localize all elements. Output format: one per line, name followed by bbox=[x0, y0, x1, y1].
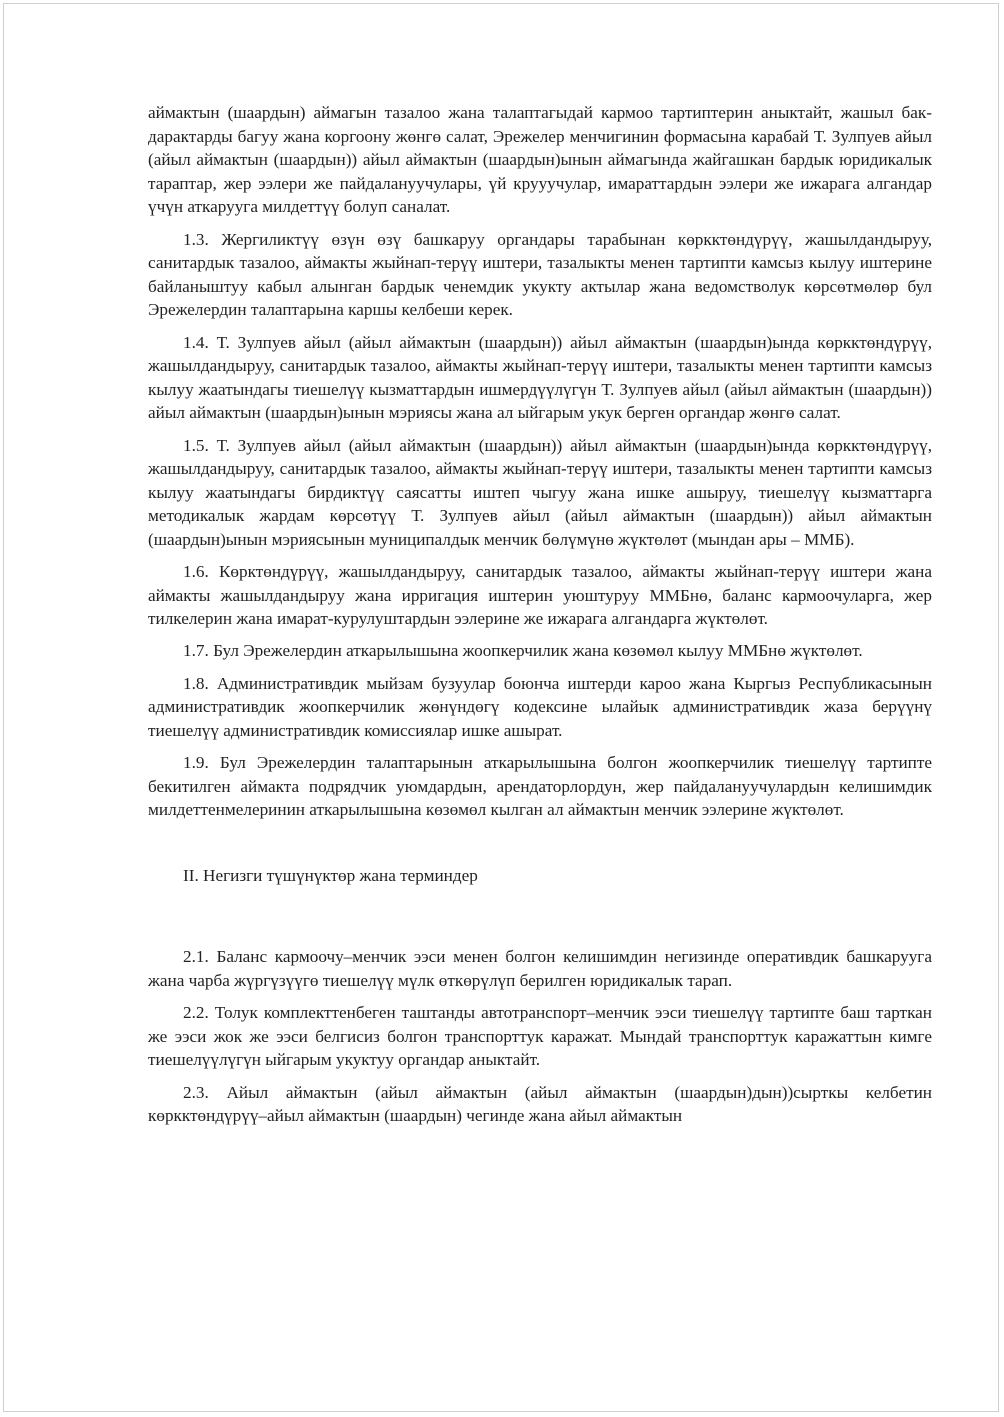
paragraph-1-8: 1.8. Административдик мыйзам бузуулар боюнча иштерди кароо жана Кыргыз Республикасынын административдик жоопкерчилик жөнүндөгү кодексине ылайык административдик жаза берүүнү тиешелүү административдик комиссиялар ишке ашырат. bbox=[148, 673, 932, 740]
document-body bbox=[148, 101, 932, 1136]
paragraph-1-6: 1.6. Көрктөндүрүү, жашылдандыруу, санитардык тазалоо, аймакты жыйнап-терүү иштери жана аймакты жашылдандыруу жана ирригация иштерин уюштуруу ММБнө, баланс кармоочуларга, жер тилкелерин жана имарат-курулуштардын ээлерине же ижарага алгандарга жүктөлөт. bbox=[148, 562, 932, 629]
paragraph-1-4: 1.4. Т. Зулпуев айыл (айыл аймактын (шаардын)) айыл аймактын (шаардын)ында көркктөндүрүү, жашылдандыруу, санитардык тазалоо, аймакты жыйнап-терүү иштери, тазалыкты менен тартипти камсыз кылуу жаатындагы тиешелүү кызматтардын ишмердүүлүгүн Т. Зулпуев айыл (айыл аймактын (шаардын)) айыл аймактын (шаардын)ынын мэриясы жана ал ыйгарым укук берген органдар жөнгө салат. bbox=[148, 332, 932, 423]
section-heading: II. Негизги түшүнүктөр жана терминдер bbox=[183, 865, 478, 885]
paragraph-1-3: 1.3. Жергиликтүү өзүн өзү башкаруу органдары тарабынан көркктөндүрүү, жашылдандыруу, санитардык тазалоо, аймакты жыйнап-терүү иштери, тазалыкты менен тартипти камсыз кылуу иштерине байланыштуу кабыл алынган бардык ченемдик укукту актылар жана ведомстволук көрсөтмөлөр бул Эрежелердин талаптарына каршы келбеши керек. bbox=[148, 229, 932, 320]
paragraph-2-1: 2.1. Баланс кармоочу–менчик ээси менен болгон келишимдин негизинде оперативдик башкарууга жана чарба жүргүзүүгө тиешелүү мүлк өткөрүлүп берилген юридикалык тарап. bbox=[148, 947, 932, 990]
document-page bbox=[3, 3, 999, 1412]
paragraph-2-2: 2.2. Толук комплекттенбеген таштанды автотранспорт–менчик ээси тиешелүү тартипте баш тарткан же ээси жок же ээси белгисиз болгон транспорттук каражат. Мындай транспорттук каражаттын кимге тиешелүүлүгүн ыйгарым укуктуу органдар аныктайт. bbox=[148, 1003, 932, 1070]
paragraph-1-9: 1.9. Бул Эрежелердин талаптарынын аткарылышына болгон жоопкерчилик тиешелүү тартипте бекитилген аймакта подрядчик уюмдардын, арендаторлордун, жер пайдалануучулардын келишимдик милдеттенмелеринин аткарылышына көзөмөл кылган ал аймактын менчик ээлерине жүктөлөт. bbox=[148, 753, 932, 820]
paragraph-2-3: 2.3. Айыл аймактын (айыл аймактын (айыл аймактын (шаардын)дын))сырткы келбетин көркктөндүрүү–айыл аймактын (шаардын) чегинде жана айыл аймактын bbox=[148, 1082, 932, 1126]
paragraph-intro-continuation: аймактын (шаардын) аймагын тазалоо жана талаптагыдай кармоо тартиптерин аныктайт, жашыл бак-дарактарды багуу жана коргоону жөнгө салат, Эрежелер менчигинин формасына карабай Т. Зулпуев айыл (айыл аймактын (шаардын)) айыл аймактын (шаардын)ынын аймагында жайгашкан бардык юридикалык тараптар, жер ээлери же пайдалануучулары, үй крууучулар, имараттардын ээлери же ижарага алгандар үчүн аткарууга милдеттүү болуп саналат. bbox=[148, 103, 932, 217]
paragraph-1-5: 1.5. Т. Зулпуев айыл (айыл аймактын (шаардын)) айыл аймактын (шаардын)ында көркктөндүрүү, жашылдандыруу, санитардык тазалоо, аймакты жыйнап-терүү иштери, тазалыкты менен тартипти камсыз кылуу жаатындагы бирдиктүү саясатты иштеп чыгуу жана ишке ашыруу, тиешелүү кызматтарга методикалык жардам көрсөтүү Т. Зулпуев айыл (айыл аймактын (шаардын)) айыл аймактын (шаардын)ынын мэриясынын муниципалдык менчик бөлүмүнө жүктөлөт (мындан ары – ММБ). bbox=[148, 435, 932, 549]
paragraph-1-7: 1.7. Бул Эрежелердин аткарылышына жоопкерчилик жана көзөмөл кылуу ММБнө жүктөлөт. bbox=[183, 641, 863, 661]
